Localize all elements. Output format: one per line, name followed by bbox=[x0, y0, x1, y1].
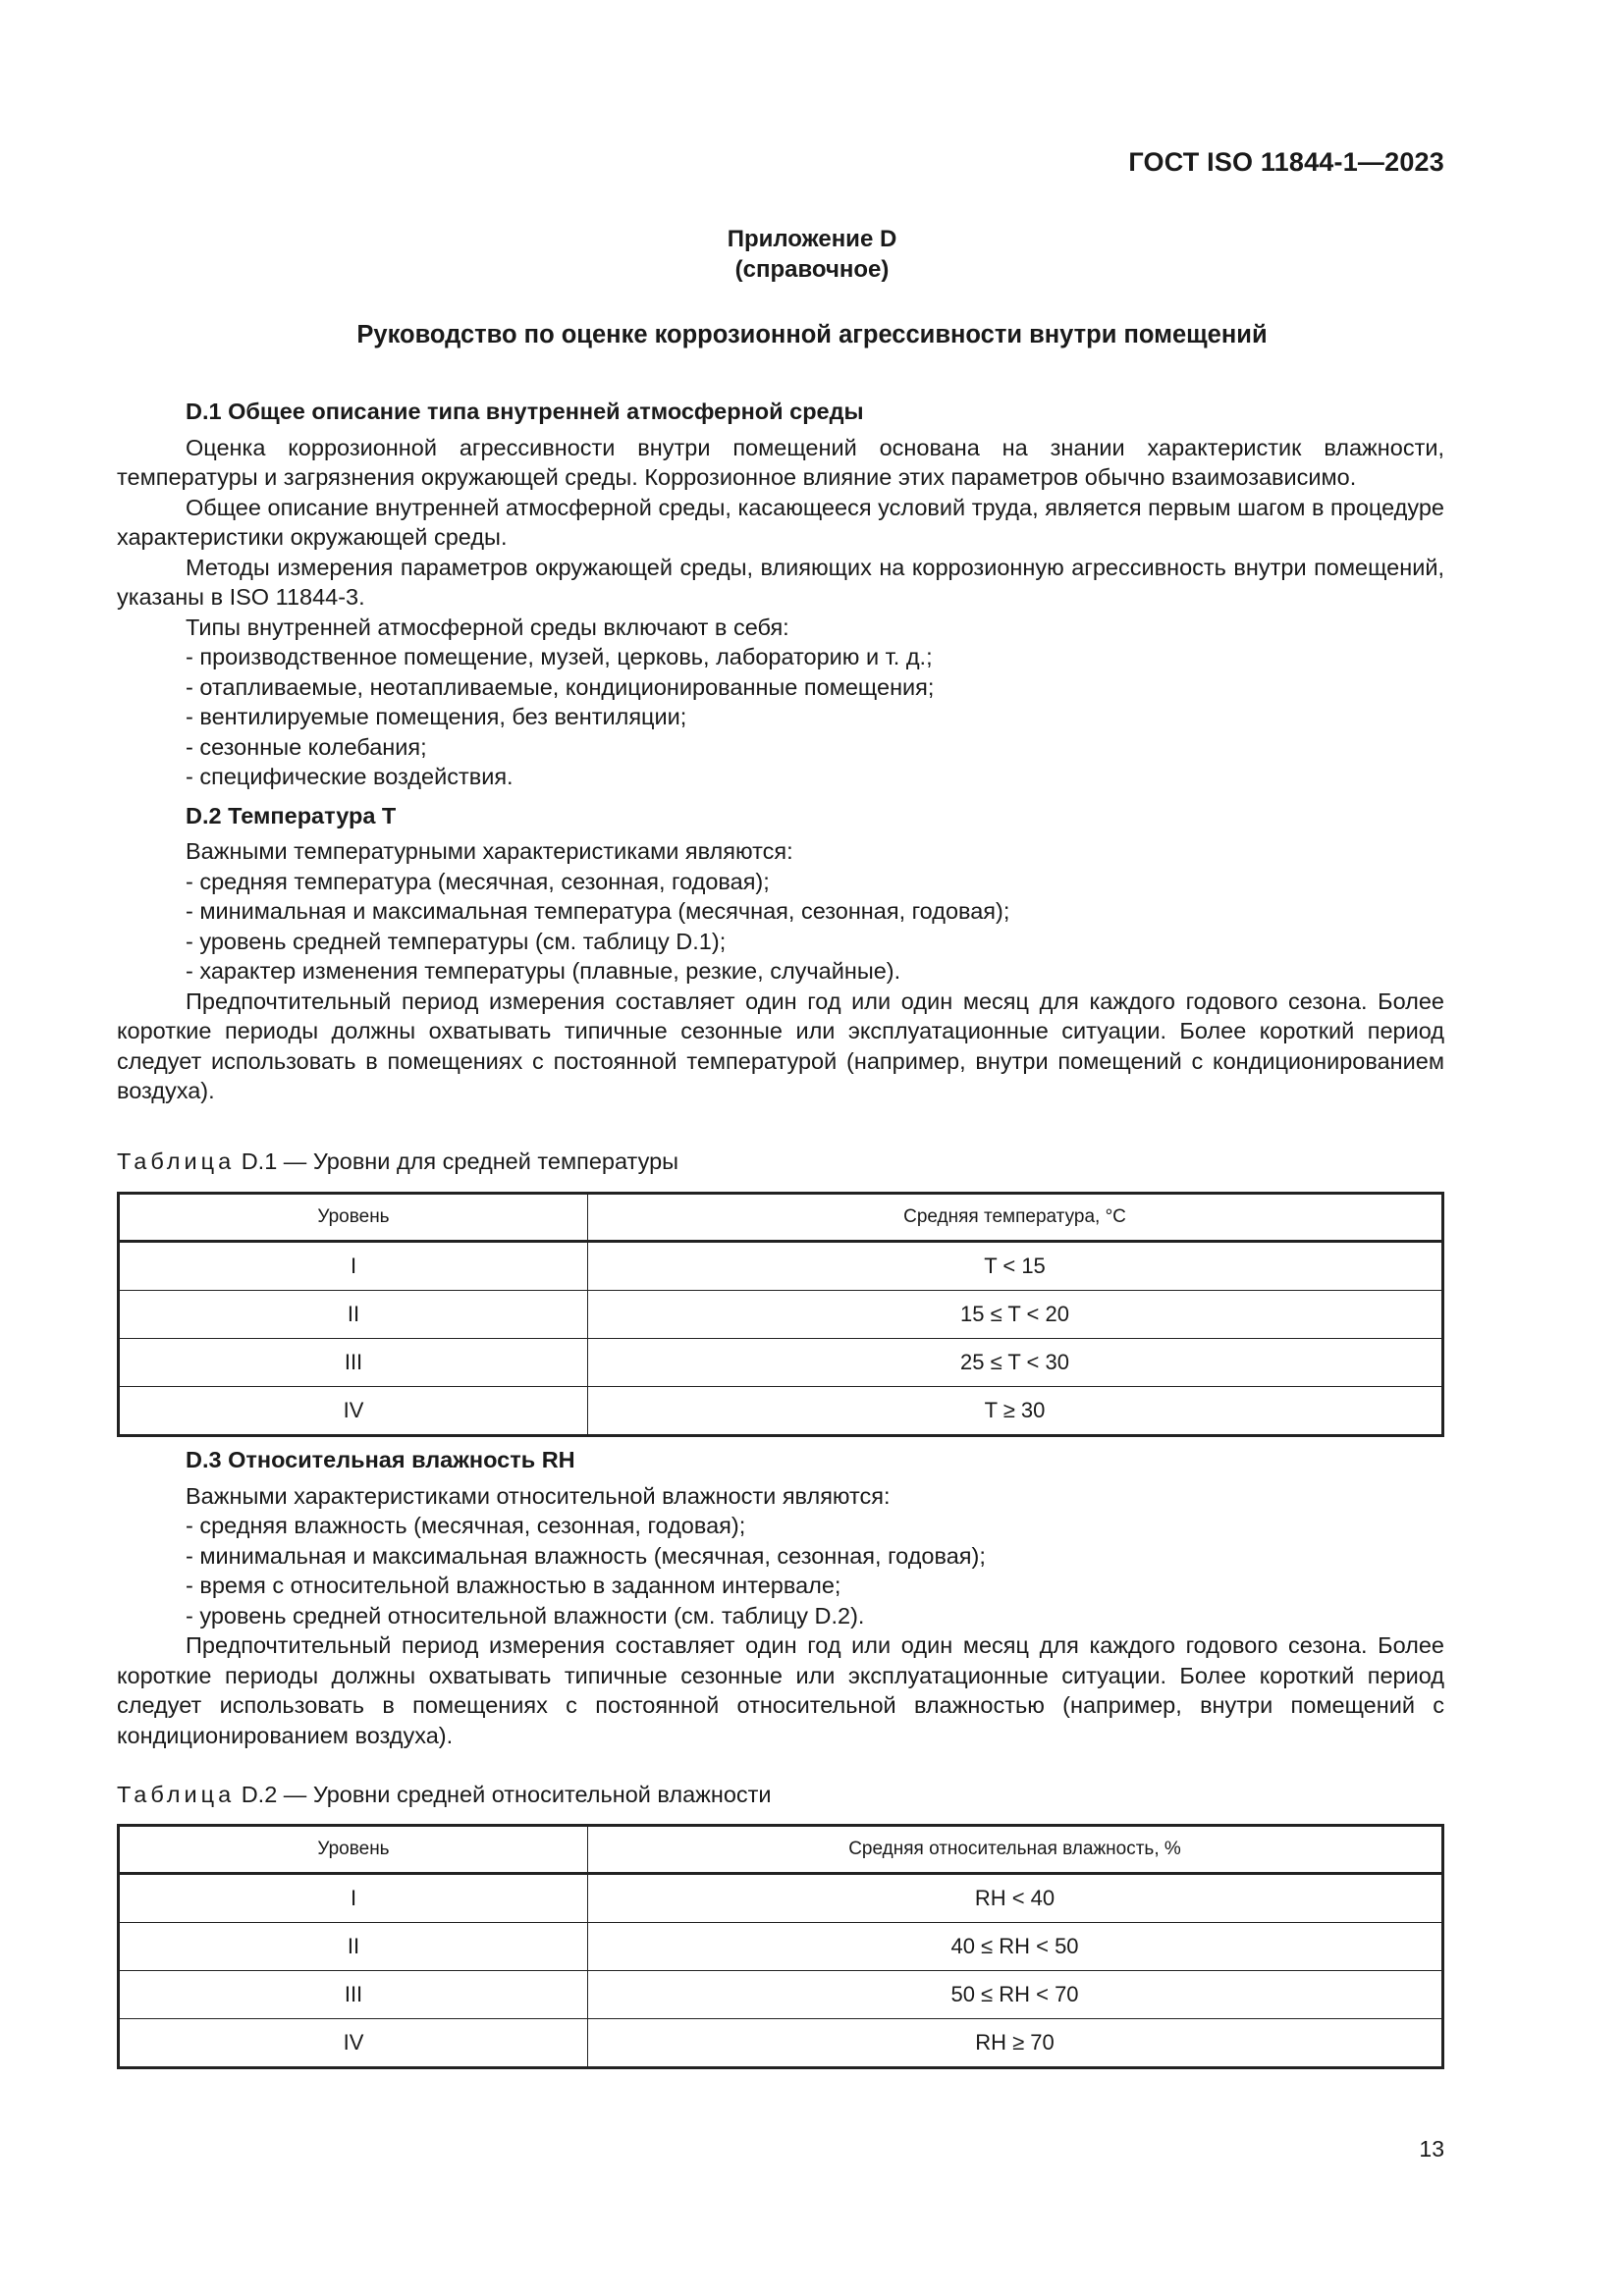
table-cell: IV bbox=[119, 2019, 588, 2068]
section-d3 bbox=[117, 1445, 1444, 1750]
table-cell: IV bbox=[119, 1387, 588, 1436]
table-caption-text: D.2 — Уровни средней относительной влажности bbox=[241, 1782, 772, 1807]
table-cell: I bbox=[119, 1242, 588, 1291]
paragraph: Оценка коррозионной агрессивности внутри помещений основана на знании характеристик влажности, температуры и загрязнения окружающей среды. Коррозионное влияние этих параметров обычно взаимозависимо. bbox=[117, 434, 1444, 490]
paragraph: Типы внутренней атмосферной среды включают в себя: bbox=[186, 614, 789, 640]
table-header-row bbox=[119, 1194, 1443, 1242]
table-row bbox=[119, 1291, 1443, 1339]
humidity-levels-table bbox=[117, 1824, 1444, 2069]
table-header-cell: Уровень bbox=[119, 1826, 588, 1874]
table-cell: 25 ≤ T < 30 bbox=[588, 1339, 1443, 1387]
paragraph: Предпочтительный период измерения составляет один год или один месяц для каждого годового сезона. Более короткие периоды должны охватывать типичные сезонные или эксплуатационные ситуации. Более короткий период следует использовать в помещениях с постоянной температурой (например, внутри помещений с кондиционированием воздуха). bbox=[117, 988, 1444, 1103]
paragraph: Предпочтительный период измерения составляет один год или один месяц для каждого годового сезона. Более короткие периоды должны охватывать типичные сезонные или эксплуатационные ситуации. Более короткий период следует использовать в помещениях с постоянной относительной влажностью (например, внутри помещений с кондиционированием воздуха). bbox=[117, 1632, 1444, 1748]
table-label: Таблица bbox=[117, 1782, 236, 1807]
section-d3-heading: D.3 Относительная влажность RH bbox=[186, 1447, 575, 1472]
list-item: - уровень средней температуры (см. таблицу D.1); bbox=[186, 928, 727, 954]
table-row bbox=[119, 1339, 1443, 1387]
table-cell: III bbox=[119, 1339, 588, 1387]
list-item: - средняя влажность (месячная, сезонная, годовая); bbox=[186, 1513, 746, 1538]
table-cell: RH < 40 bbox=[588, 1874, 1443, 1923]
annex-title: Приложение D bbox=[727, 226, 897, 252]
table-cell: I bbox=[119, 1874, 588, 1923]
list-item: - уровень средней относительной влажности (см. таблицу D.2). bbox=[186, 1602, 865, 1629]
table-header-cell: Уровень bbox=[119, 1194, 588, 1242]
table-cell: II bbox=[119, 1923, 588, 1971]
document-code: ГОСТ ISO 11844-1—2023 bbox=[1128, 147, 1444, 177]
list-item: - производственное помещение, музей, церковь, лабораторию и т. д.; bbox=[186, 644, 933, 669]
table-header-row bbox=[119, 1826, 1443, 1874]
paragraph: Общее описание внутренней атмосферной среды, касающееся условий труда, является первым шагом в процедуре характеристики окружающей среды. bbox=[117, 494, 1444, 550]
table-cell: 15 ≤ T < 20 bbox=[588, 1291, 1443, 1339]
page-number: 13 bbox=[1419, 2136, 1444, 2162]
table-row bbox=[119, 2019, 1443, 2068]
section-d1-heading: D.1 Общее описание типа внутренней атмосферной среды bbox=[186, 399, 864, 424]
table-cell: 50 ≤ RH < 70 bbox=[588, 1971, 1443, 2019]
list-item: - средняя температура (месячная, сезонная, годовая); bbox=[186, 868, 770, 894]
list-item: - вентилируемые помещения, без вентиляции; bbox=[186, 704, 687, 729]
paragraph: Важными температурными характеристиками являются: bbox=[186, 838, 793, 864]
paragraph: Методы измерения параметров окружающей среды, влияющих на коррозионную агрессивность внутри помещений, указаны в ISO 11844-3. bbox=[117, 554, 1444, 610]
table-caption bbox=[117, 1148, 678, 1175]
list-item: - отапливаемые, неотапливаемые, кондиционированные помещения; bbox=[186, 673, 935, 700]
section-d1-d2 bbox=[117, 397, 1444, 1106]
section-d2-heading: D.2 Температура Т bbox=[186, 802, 397, 828]
list-item: - характер изменения температуры (плавные, резкие, случайные). bbox=[186, 958, 901, 984]
table-row bbox=[119, 1971, 1443, 2019]
table-caption-text: D.1 — Уровни для средней температуры bbox=[241, 1148, 679, 1174]
annex-status: (справочное) bbox=[734, 256, 890, 283]
table-row bbox=[119, 1923, 1443, 1971]
temperature-levels-table bbox=[117, 1192, 1444, 1437]
paragraph: Важными характеристиками относительной влажности являются: bbox=[186, 1482, 891, 1509]
list-item: - сезонные колебания; bbox=[186, 733, 427, 760]
list-item: - время с относительной влажностью в заданном интервале; bbox=[186, 1573, 841, 1598]
table-row bbox=[119, 1387, 1443, 1436]
annex-heading bbox=[0, 224, 1624, 285]
list-item: - минимальная и максимальная влажность (месячная, сезонная, годовая); bbox=[186, 1542, 986, 1569]
table-header-cell: Средняя температура, °С bbox=[588, 1194, 1443, 1242]
table-caption bbox=[117, 1782, 772, 1808]
table-header-cell: Средняя относительная влажность, % bbox=[588, 1826, 1443, 1874]
table-row bbox=[119, 1242, 1443, 1291]
table-cell: II bbox=[119, 1291, 588, 1339]
list-item: - специфические воздействия. bbox=[186, 764, 514, 789]
table-cell: III bbox=[119, 1971, 588, 2019]
list-item: - минимальная и максимальная температура (месячная, сезонная, годовая); bbox=[186, 898, 1010, 924]
table-cell: T < 15 bbox=[588, 1242, 1443, 1291]
table-row bbox=[119, 1874, 1443, 1923]
table-cell: T ≥ 30 bbox=[588, 1387, 1443, 1436]
table-cell: 40 ≤ RH < 50 bbox=[588, 1923, 1443, 1971]
table-cell: RH ≥ 70 bbox=[588, 2019, 1443, 2068]
page-title: Руководство по оценке коррозионной агрессивности внутри помещений bbox=[356, 321, 1268, 348]
table-label: Таблица bbox=[117, 1148, 236, 1174]
